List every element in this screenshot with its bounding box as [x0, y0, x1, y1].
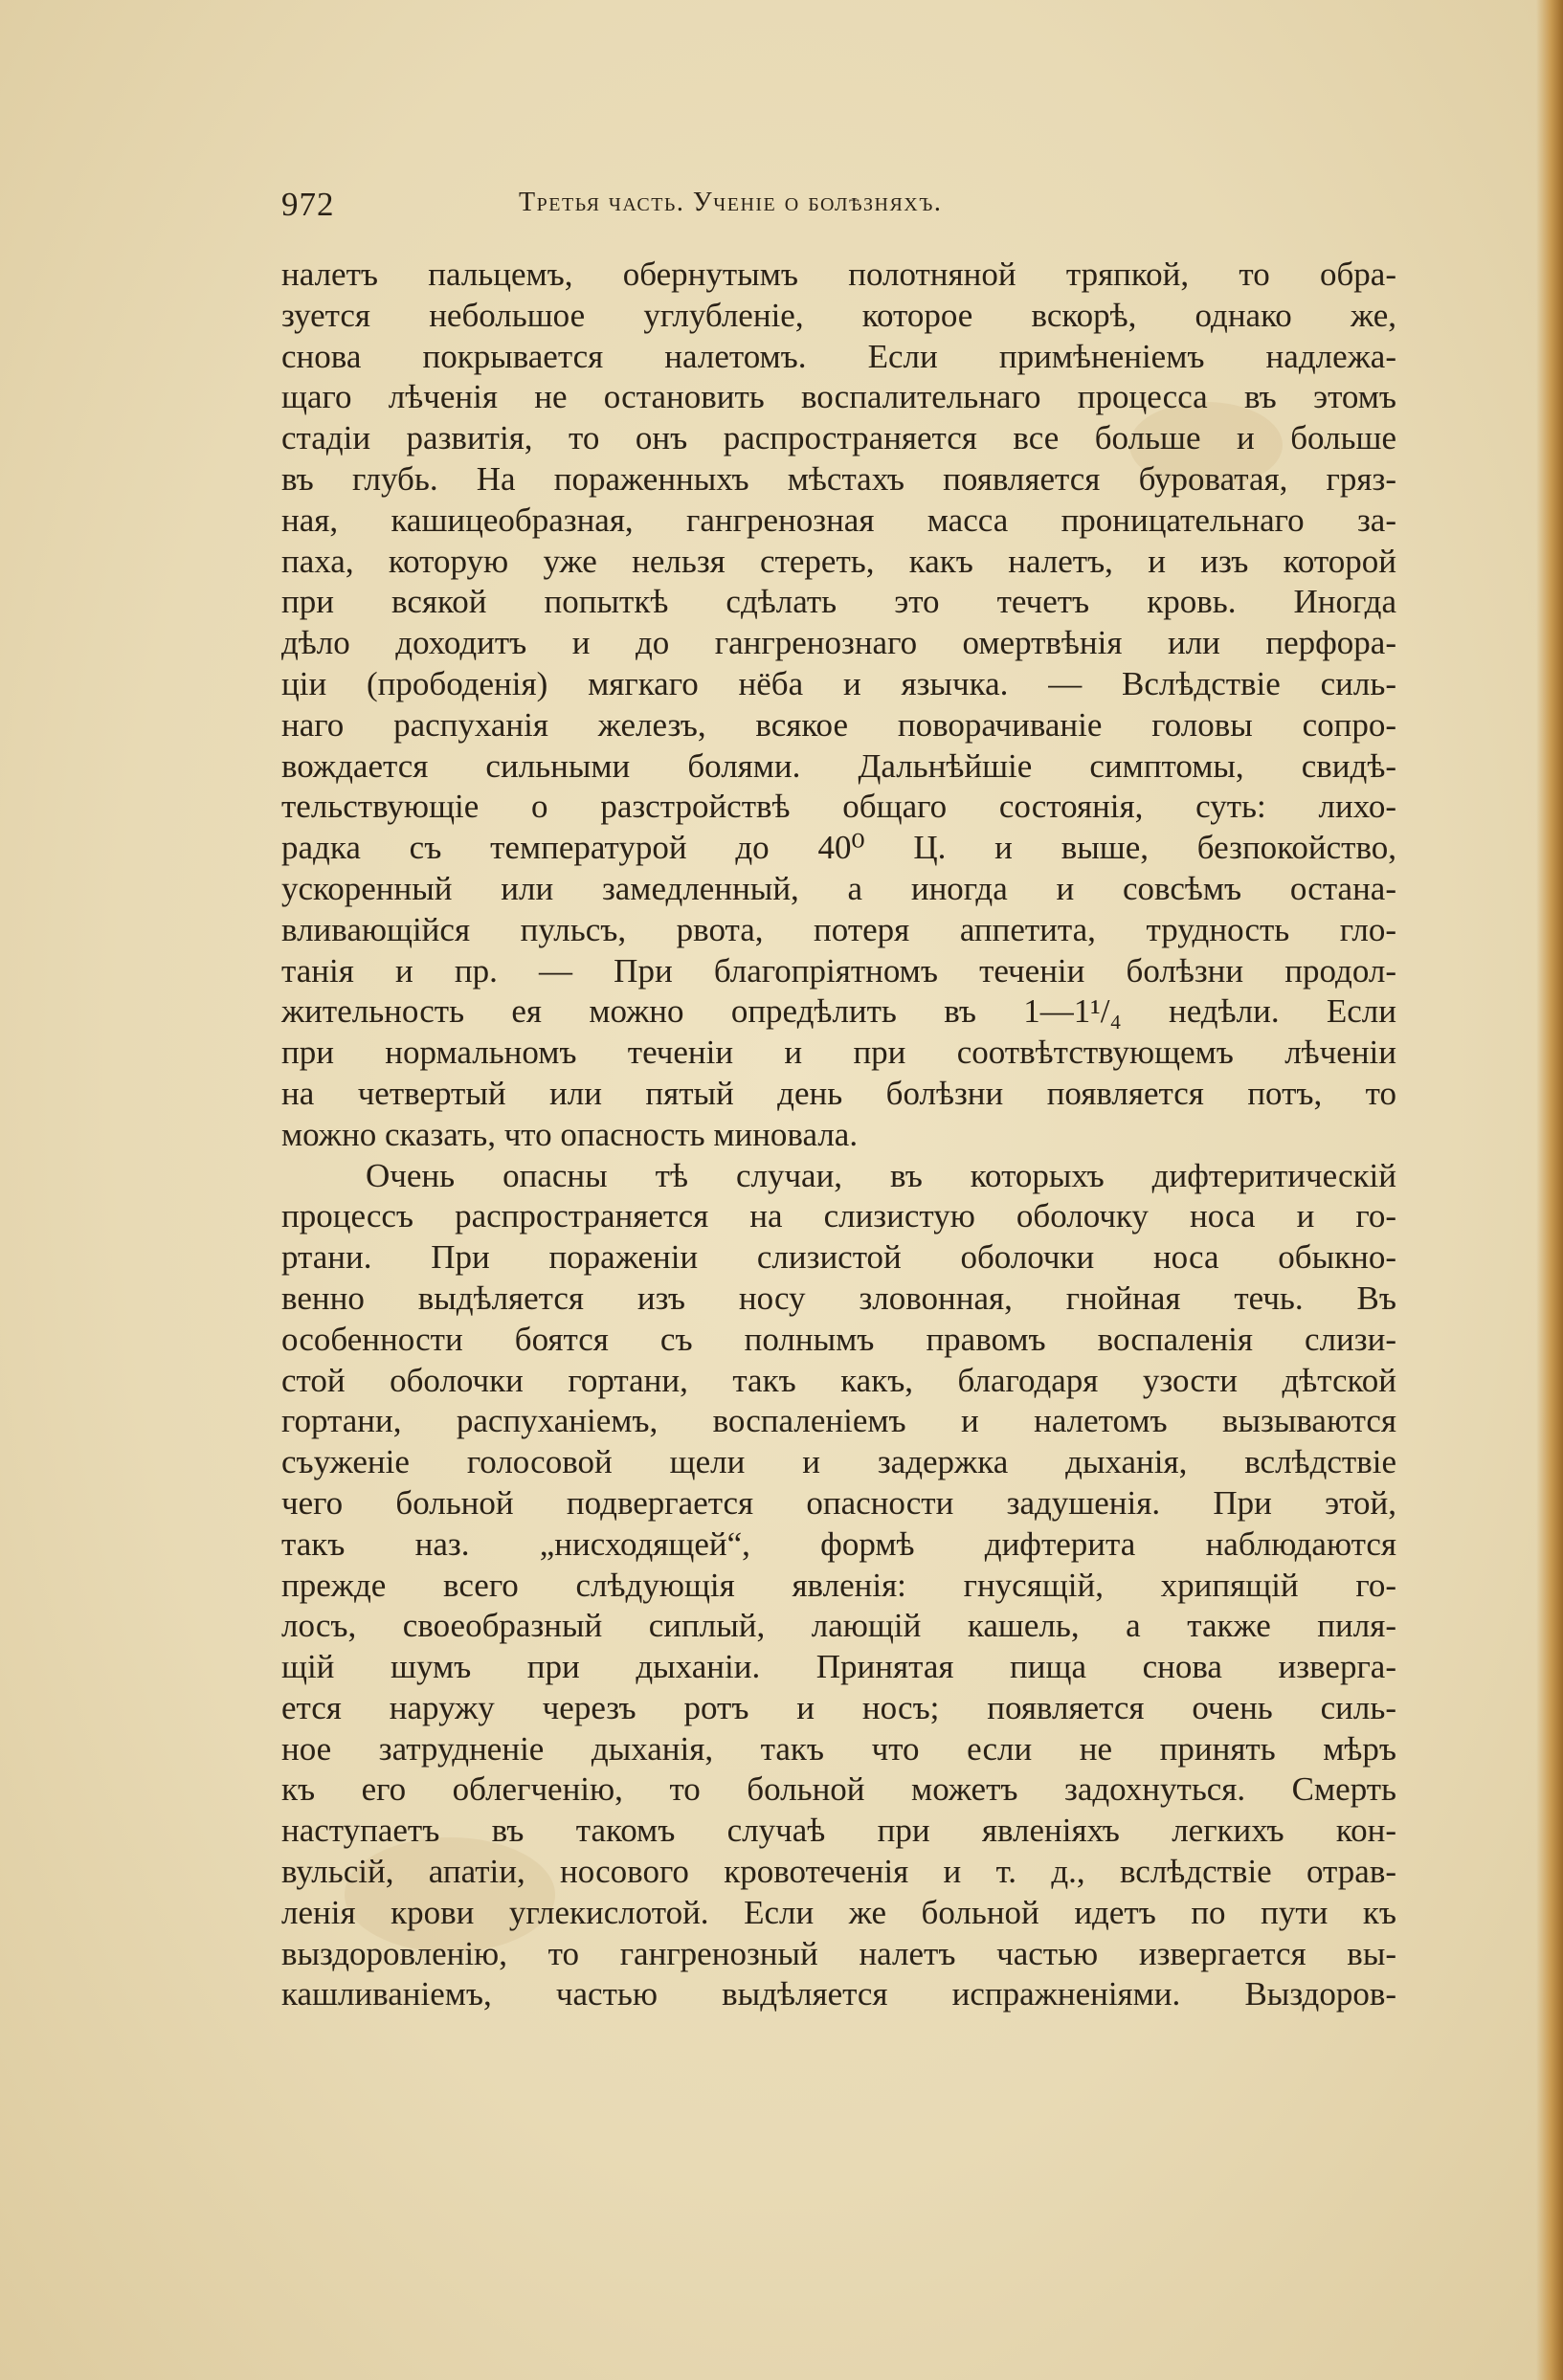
- text-line: радка съ температурой до 40⁰ Ц. и выше, безпокойство,: [281, 829, 1396, 867]
- text-line: щаго лѣченія не остановить воспалительнаго процесса въ этомъ: [281, 378, 1396, 416]
- text-line: паха, которую уже нельзя стереть, какъ налетъ, и изъ которой: [281, 542, 1396, 580]
- text-line: лосъ, своеобразный сиплый, лающій кашель, а также пиля-: [281, 1607, 1396, 1645]
- text-line: выздоровленію, то гангренозный налетъ частью извергается вы-: [281, 1934, 1396, 1972]
- text-line: ціи (прободенія) мягкаго нёба и язычка. — Вслѣдствіе силь-: [281, 664, 1396, 702]
- text-line: ное затрудненіе дыханія, такъ что если не принять мѣръ: [281, 1729, 1396, 1768]
- text-line: Очень опасны тѣ случаи, въ которыхъ дифтеритическій: [366, 1156, 1396, 1194]
- text-line: прежде всего слѣдующія явленія: гнусящій, хрипящій го-: [281, 1566, 1396, 1604]
- text-line: ная, кашицеобразная, гангренозная масса проницательнаго за-: [281, 500, 1396, 539]
- page-number: 972: [281, 186, 335, 223]
- text-line: чего больной подвергается опасности задушенія. При этой,: [281, 1483, 1396, 1522]
- text-line: къ его облегченію, то больной можетъ задохнуться. Смерть: [281, 1770, 1396, 1809]
- text-line: вульсій, апатіи, носового кровотеченія и т. д., вслѣдствіе отрав-: [281, 1853, 1396, 1891]
- text-line: налетъ пальцемъ, обернутымъ полотняной тряпкой, то обра-: [281, 256, 1396, 293]
- text-line: наступаетъ въ такомъ случаѣ при явленіяхъ легкихъ кон-: [281, 1812, 1396, 1850]
- text-line: ленія крови углекислотой. Если же больной идетъ по пути къ: [281, 1893, 1396, 1931]
- text-line: можно сказать, что опасность миновала.: [281, 1115, 859, 1153]
- text-line: гортани, распуханіемъ, воспаленіемъ и налетомъ вызываются: [281, 1402, 1396, 1440]
- page-edge-shadow: [1536, 0, 1563, 2380]
- text-line: процессъ распространяется на слизистую оболочку носа и го-: [281, 1197, 1396, 1235]
- text-line: снова покрывается налетомъ. Если примѣненіемъ надлежа-: [281, 337, 1396, 375]
- text-line: съуженіе голосовой щели и задержка дыханія, вслѣдствіе: [281, 1443, 1396, 1481]
- text-line: дѣло доходитъ и до гангренознаго омертвѣнія или перфора-: [281, 624, 1396, 662]
- text-line: на четвертый или пятый день болѣзни появляется потъ, то: [281, 1074, 1396, 1112]
- body-text: [281, 255, 1396, 2015]
- text-line: особенности боятся съ полнымъ правомъ воспаленія слизи-: [281, 1320, 1396, 1358]
- text-line: въ глубь. На пораженныхъ мѣстахъ появляется буроватая, гряз-: [281, 459, 1396, 498]
- text-line: щій шумъ при дыханіи. Принятая пища снова изверга-: [281, 1648, 1396, 1686]
- text-line: такъ наз. „нисходящей“, формѣ дифтерита наблюдаются: [281, 1524, 1396, 1563]
- text-line: наго распуханія железъ, всякое поворачиваніе головы сопро-: [281, 705, 1396, 744]
- text-line: ускоренный или замедленный, а иногда и совсѣмъ остана-: [281, 869, 1396, 907]
- running-title: Третья часть. Ученіе о болѣзняхъ.: [519, 188, 943, 217]
- page-header: [281, 186, 1291, 228]
- text-line: тельствующіе о разстройствѣ общаго состоянія, суть: лихо-: [281, 788, 1396, 826]
- text-line: венно выдѣляется изъ носу зловонная, гнойная течь. Въ: [281, 1279, 1396, 1317]
- text-line: стой оболочки гортани, такъ какъ, благодаря узости дѣтской: [281, 1361, 1396, 1399]
- text-line: вождается сильными болями. Дальнѣйшіе симптомы, свидѣ-: [281, 746, 1396, 785]
- text-line: вливающійся пульсъ, рвота, потеря аппетита, трудность гло-: [281, 910, 1396, 948]
- text-line: танія и пр. — При благопріятномъ теченіи болѣзни продол-: [281, 951, 1396, 990]
- text-line: зуется небольшое углубленіе, которое вскорѣ, однако же,: [281, 296, 1396, 334]
- text-line: при нормальномъ теченіи и при соотвѣтствующемъ лѣченіи: [281, 1034, 1396, 1072]
- text-line: ртани. При пораженіи слизистой оболочки носа обыкно-: [281, 1238, 1396, 1277]
- text-line: ется наружу черезъ ротъ и носъ; появляется очень силь-: [281, 1688, 1396, 1726]
- text-line: при всякой попыткѣ сдѣлать это течетъ кровь. Иногда: [281, 583, 1396, 621]
- text-line: стадіи развитія, то онъ распространяется все больше и больше: [281, 419, 1396, 457]
- text-line: жительность ея можно опредѣлить въ 1—1¹/₄ недѣли. Если: [281, 992, 1396, 1031]
- text-line: кашливаніемъ, частью выдѣляется испражненіями. Выздоров-: [281, 1975, 1396, 2013]
